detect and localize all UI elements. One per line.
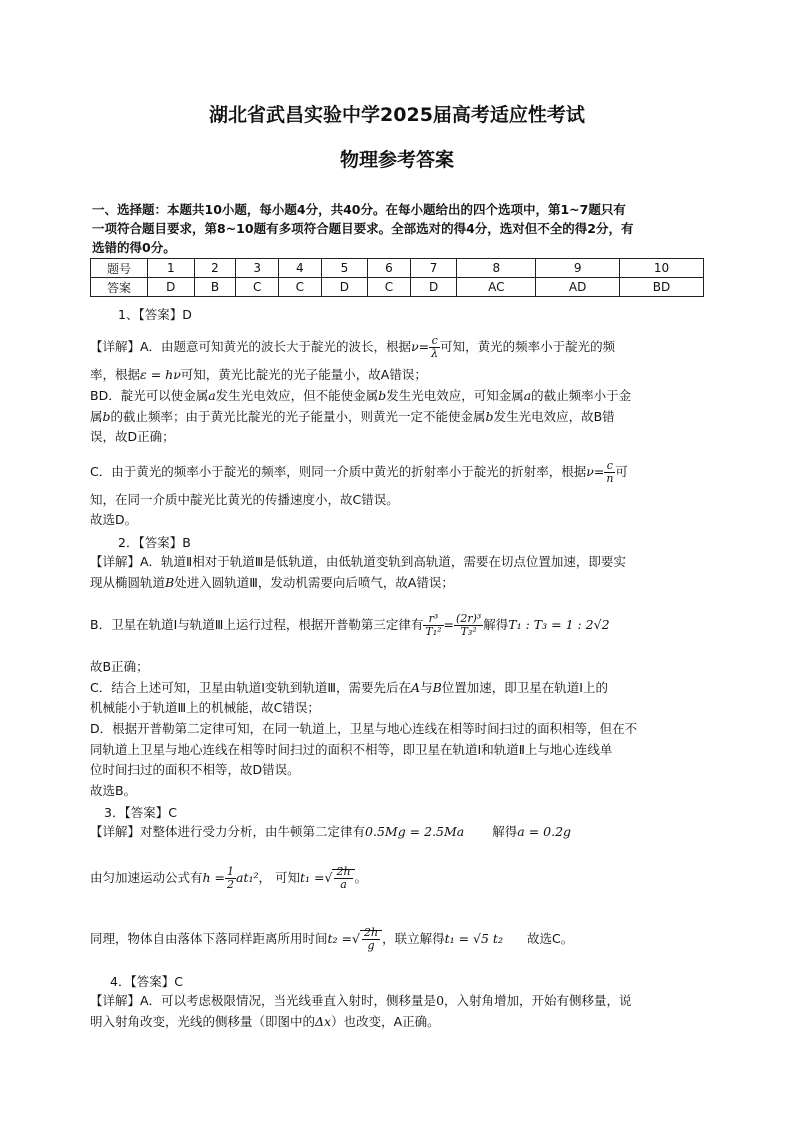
section-header-line3: 选错的得0分。 xyxy=(92,240,176,255)
table-header-cell: 答案 xyxy=(91,278,148,297)
newton-eq: 0.5Mg = 2.5Ma xyxy=(365,824,465,839)
table-cell: 8 xyxy=(457,259,536,278)
document-subtitle: 物理参考答案 xyxy=(339,149,454,171)
frac-den: T₁² xyxy=(425,625,442,638)
q1-l2b: 可知，黄光比靛光的光子能量小，故A错误； xyxy=(180,367,427,382)
q3-l3a: 同理，物体自由落体下落同样距离所用时间 xyxy=(90,931,328,946)
q4-line1 xyxy=(90,992,632,1010)
q2-line4: 故B正确； xyxy=(90,659,149,674)
eq-sign: = xyxy=(418,339,430,354)
metal-a: a xyxy=(523,388,532,403)
q1-line1 xyxy=(90,335,615,360)
q1-l2a: 率，根据 xyxy=(90,367,141,382)
frac-den: g xyxy=(367,939,375,952)
frac-den: λ xyxy=(431,347,439,360)
q4-l1b: ，入射角增加，开始有侧移量，说 xyxy=(444,993,632,1008)
kepler-left-frac xyxy=(423,613,443,638)
q2-l2a: 现从椭圆轨道 xyxy=(90,575,166,590)
table-cell: 4 xyxy=(279,259,322,278)
table-header-cell: 题号 xyxy=(91,259,148,278)
h-eq: h = xyxy=(202,870,226,885)
q1-l3c: 发生光电效应，可知金属 xyxy=(386,388,524,403)
table-cell: 7 xyxy=(410,259,457,278)
q4-l2a: 明入射角改变，光线的侧移量（即图中的 xyxy=(90,1014,316,1029)
q1-line5: 误，故D正确； xyxy=(90,429,175,444)
document-title: 湖北省武昌实验中学2025届高考适应性考试 xyxy=(209,104,585,126)
q3-l2a: 由匀加速运动公式有 xyxy=(90,870,203,885)
one-half xyxy=(225,866,236,891)
sqrt-2h-over-a: √ $\frac{2h}{a}$ xyxy=(324,869,354,885)
table-cell: B xyxy=(194,278,236,297)
q3-l3c: 故选C。 xyxy=(526,931,574,946)
q1-line8: 故选D。 xyxy=(90,512,138,527)
table-cell: 5 xyxy=(321,259,368,278)
q3-line2 xyxy=(90,866,367,891)
c-over-n xyxy=(604,460,615,485)
sqrt-2h-over-g: √ $\frac{2h}{g}$ xyxy=(352,930,382,946)
q2-line3 xyxy=(90,613,610,638)
table-cell: AC xyxy=(457,278,536,297)
q1-line6 xyxy=(90,460,628,485)
e-hv: ε = hν xyxy=(140,367,181,382)
q3-l3b: ，联立解得 xyxy=(382,931,445,946)
q1-l6a: C．由于黄光的频率小于靛光的频率，则同一介质中黄光的折射率小于靛光的折射率，根据 xyxy=(90,464,587,479)
q1-l4a: 属 xyxy=(90,409,103,424)
metal-b: b xyxy=(378,388,387,403)
delta-x: Δx xyxy=(315,1014,332,1029)
frac-den: T₃² xyxy=(460,625,477,638)
point-B: B xyxy=(165,575,175,590)
q2-l5a: C．结合上述可知，卫星由轨道Ⅰ变轨到轨道Ⅲ，需要先后在 xyxy=(90,680,412,695)
q2-line8: 同轨道上卫星与地心连线在相等时间扫过的面积不相等，即卫星在轨道Ⅰ和轨道Ⅱ上与地心连线单 xyxy=(90,742,613,757)
frac-num: (2r)³ xyxy=(456,612,482,625)
q1-l3b: 发生光电效应，但不能使金属 xyxy=(215,388,379,403)
metal-b: b xyxy=(102,409,111,424)
q2-l3a: B．卫星在轨道Ⅰ与轨道Ⅲ上运行过程，根据开普勒第三定律有 xyxy=(90,617,424,632)
q2-line9: 位时间扫过的面积不相等，故D错误。 xyxy=(90,762,300,777)
zero-value: 0 xyxy=(436,993,445,1008)
table-cell: D xyxy=(148,278,195,297)
table-cell: AD xyxy=(536,278,620,297)
q3-l2c: 。 xyxy=(354,870,368,885)
q1-l3d: 的截止频率小于金 xyxy=(531,388,632,403)
frac-num: c xyxy=(429,335,440,348)
t2-eq: t₂ = xyxy=(327,931,352,946)
q1-l1b: 可知，黄光的频率小于靛光的频 xyxy=(440,339,616,354)
table-row-numbers xyxy=(91,259,704,278)
kepler-right-frac xyxy=(454,613,483,638)
q1-l4b: 的截止频率；由于黄光比靛光的光子能量小，则黄光一定不能使金属 xyxy=(110,409,486,424)
t1-t2-solution: t₁ = √5 t₂ xyxy=(444,931,503,946)
q2-line5 xyxy=(90,679,608,697)
q3-l1a: 【详解】对整体进行受力分析，由牛顿第二定律有 xyxy=(90,824,366,839)
table-cell: C xyxy=(279,278,322,297)
frac-num: 1 xyxy=(227,865,235,878)
q2-l3b: 解得 xyxy=(483,617,509,632)
frac-num: c xyxy=(604,460,615,473)
answer-table xyxy=(90,258,704,297)
q4-answer-heading: 4．【答案】C xyxy=(110,974,183,989)
q2-line1: 【详解】A．轨道Ⅱ相对于轨道Ⅲ是低轨道，由低轨道变轨到高轨道，需要在切点位置加速，即要实 xyxy=(90,554,626,569)
c-over-lambda xyxy=(429,335,440,360)
q2-line10: 故选B。 xyxy=(90,783,137,798)
table-cell: BD xyxy=(620,278,704,297)
q2-l2b: 处进入圆轨道Ⅲ，发动机需要向后喷气，故A错误； xyxy=(174,575,454,590)
q2-line2 xyxy=(90,574,454,592)
q2-l5b: 与 xyxy=(420,680,433,695)
frac-den: a xyxy=(340,878,347,891)
q1-line7: 知，在同一介质中靛光比黄光的传播速度小，故C错误。 xyxy=(90,492,399,507)
section-header-line2: 一项符合题目要求，第8~10题有多项符合题目要求。全部选对的得4分，选对但不全的得2分，有 xyxy=(92,221,634,236)
q3-l2b: ， 可知 xyxy=(258,870,300,885)
q4-line2 xyxy=(90,1013,440,1031)
q4-l1a: 【详解】A．可以考虑极限情况，当光线垂直入射时，侧移量是 xyxy=(90,993,437,1008)
q1-l6b: 可 xyxy=(615,464,628,479)
metal-a: a xyxy=(208,388,216,403)
q2-line7: D．根据开普勒第二定律可知，在同一轨道上，卫星与地心连线在相等时间扫过的面积相等，但在不 xyxy=(90,721,638,736)
q1-l3a: BD．靛光可以使金属 xyxy=(90,388,209,403)
frac-num: 2h xyxy=(363,926,379,939)
metal-b: b xyxy=(485,409,494,424)
table-cell: 3 xyxy=(236,259,279,278)
table-cell: 6 xyxy=(368,259,411,278)
q1-line2 xyxy=(90,366,427,384)
frac-den: 2 xyxy=(227,878,235,891)
q3-line3 xyxy=(90,927,573,952)
q1-l4c: 发生光电效应，故B错 xyxy=(493,409,615,424)
nu-symbol: ν xyxy=(586,464,594,479)
table-cell: 9 xyxy=(536,259,620,278)
q2-l5c: 位置加速，即卫星在轨道Ⅰ上的 xyxy=(441,680,608,695)
t1-eq: t₁ = xyxy=(300,870,325,885)
table-cell: 2 xyxy=(194,259,236,278)
q3-answer-heading: 3．【答案】C xyxy=(104,805,177,820)
table-cell: C xyxy=(236,278,279,297)
q2-line6: 机械能小于轨道Ⅲ上的机械能，故C错误； xyxy=(90,700,320,715)
nu-symbol: ν xyxy=(411,339,419,354)
table-cell: D xyxy=(321,278,368,297)
q3-l1b: 解得 xyxy=(492,824,518,839)
q1-line4 xyxy=(90,408,615,426)
table-cell: 10 xyxy=(620,259,704,278)
frac-num: 2h xyxy=(336,865,351,878)
table-cell: D xyxy=(410,278,457,297)
section-header-line1: 一、选择题：本题共10小题，每小题4分，共40分。在每小题给出的四个选项中，第1~7题只有 xyxy=(92,202,626,217)
q3-line1 xyxy=(90,823,571,841)
period-ratio: T₁ : T₃ = 1 : 2√2 xyxy=(508,617,610,632)
frac-den: n xyxy=(606,472,614,485)
eq-sign: = xyxy=(593,464,605,479)
table-row-answers xyxy=(91,278,704,297)
at1-squared: at₁² xyxy=(236,870,259,885)
eq-sign: = xyxy=(443,617,455,632)
frac-num: r³ xyxy=(423,613,443,626)
q1-answer-heading: 1、【答案】D xyxy=(118,307,192,322)
q1-l1a: 【详解】A．由题意可知黄光的波长大于靛光的波长，根据 xyxy=(90,339,412,354)
table-cell: 1 xyxy=(148,259,195,278)
q1-line3 xyxy=(90,387,631,405)
point-A: A xyxy=(411,680,421,695)
q4-l2b: ）也改变，A正确。 xyxy=(331,1014,440,1029)
table-cell: C xyxy=(368,278,411,297)
q2-answer-heading: 2．【答案】B xyxy=(118,535,191,550)
accel-value: a = 0.2g xyxy=(517,824,572,839)
point-B: B xyxy=(432,680,442,695)
